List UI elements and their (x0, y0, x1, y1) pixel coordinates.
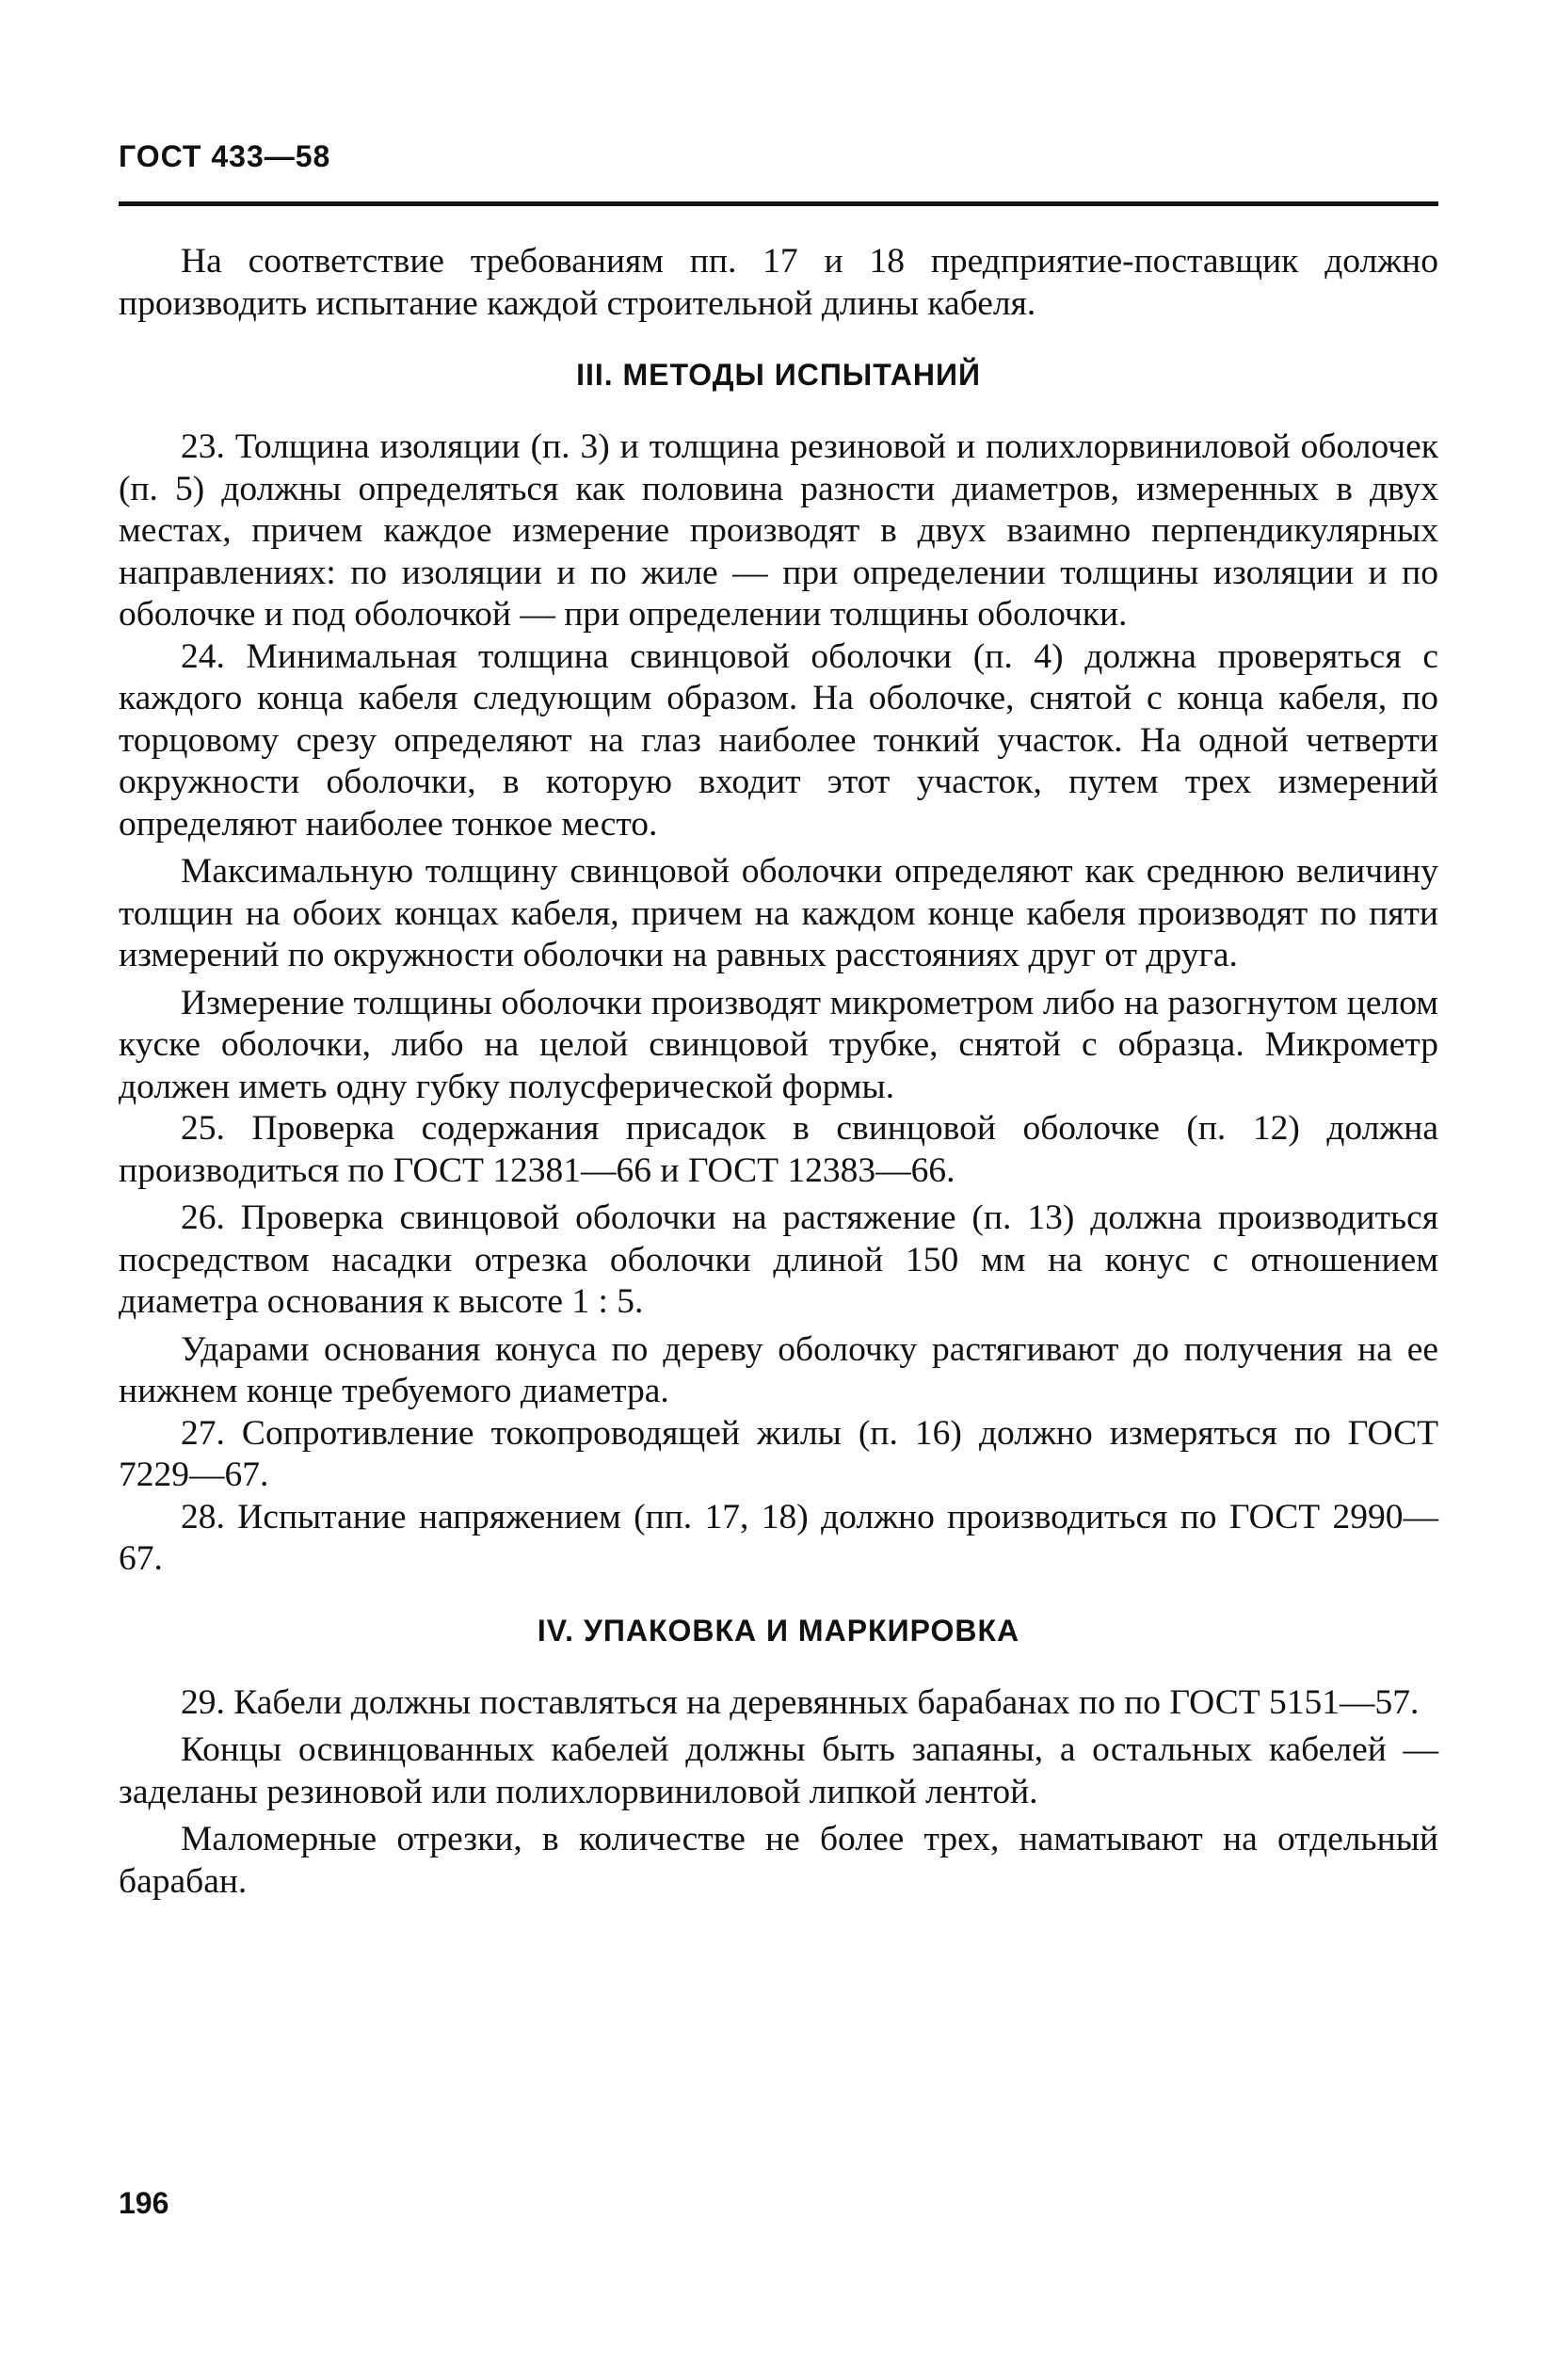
section-heading-test-methods: III. МЕТОДЫ ИСПЫТАНИЙ (576, 358, 981, 392)
paragraph-26: 26. Проверка свинцовой оболочки на растяжение (п. 13) должна производиться посредством насадки отрезка оболочки длиной 150 мм на конус с отношением диаметра основания к высоте 1 : 5. (119, 1198, 1438, 1321)
paragraph-24-measurement: Измерение толщины оболочки производят микрометром либо на разогнутом целом куске оболочки, либо на целой свинцовой трубке, снятой с образца. Микрометр должен иметь одну губку полусферической формы. (119, 983, 1438, 1106)
paragraph-24: 24. Минимальная толщина свинцовой оболочки (п. 4) должна проверяться с каждого конца кабеля следующим образом. На оболочке, снятой с конца кабеля, по торцовому срезу определяют на глаз наиболее тонкий участок. На одной четверти окружности оболочки, в которую входит этот участок, путем трех измерений определяют наиболее тонкое место. (119, 636, 1438, 844)
paragraph-intro: На соответствие требованиям пп. 17 и 18 предприятие-поставщик должно производить испытание каждой строительной длины кабеля. (119, 242, 1438, 323)
document-body (119, 241, 1438, 1903)
paragraph-28: 28. Испытание напряжением (пп. 17, 18) должно производиться по ГОСТ 2990—67. (119, 1497, 1438, 1578)
paragraph-27: 27. Сопротивление токопроводящей жилы (п. 16) должно измеряться по ГОСТ 7229—67. (119, 1413, 1438, 1494)
paragraph-29-cable-ends: Концы освинцованных кабелей должны быть запаяны, а остальных кабелей — заделаны резиновой или полихлорвиниловой липкой лентой. (119, 1730, 1438, 1811)
paragraph-23: 23. Толщина изоляции (п. 3) и толщина резиновой и полихлорвиниловой оболочек (п. 5) должны определяться как половина разности диаметров, измеренных в двух местах, причем каждое измерение производят в двух взаимно перпендикулярных направлениях: по изоляции и по жиле — при определении толщины изоляции и по оболочке и под оболочкой — при определении толщины оболочки. (119, 427, 1438, 634)
standard-header: ГОСТ 433—58 (119, 139, 331, 173)
paragraph-26-stretching: Ударами основания конуса по дереву оболочку растягивают до получения на ее нижнем конце требуемого диаметра. (119, 1329, 1438, 1410)
section-heading-packing-marking: IV. УПАКОВКА И МАРКИРОВКА (537, 1613, 1020, 1648)
paragraph-24-maximum-thickness: Максимальную толщину свинцовой оболочки определяют как среднюю величину толщин на обоих концах кабеля, причем на каждом конце кабеля производят по пяти измерений по окружности оболочки на равных расстояниях друг от друга. (119, 852, 1438, 974)
paragraph-29-short-pieces: Маломерные отрезки, в количестве не более трех, наматывают на отдельный барабан. (119, 1820, 1438, 1901)
paragraph-25: 25. Проверка содержания присадок в свинцовой оболочке (п. 12) должна производиться по ГОСТ 12381—66 и ГОСТ 12383—66. (119, 1109, 1438, 1190)
paragraph-29: 29. Кабели должны поставляться на деревянных барабанах по по ГОСТ 5151—57. (181, 1682, 1420, 1722)
header-rule (119, 201, 1438, 206)
page-number: 196 (119, 2186, 169, 2220)
